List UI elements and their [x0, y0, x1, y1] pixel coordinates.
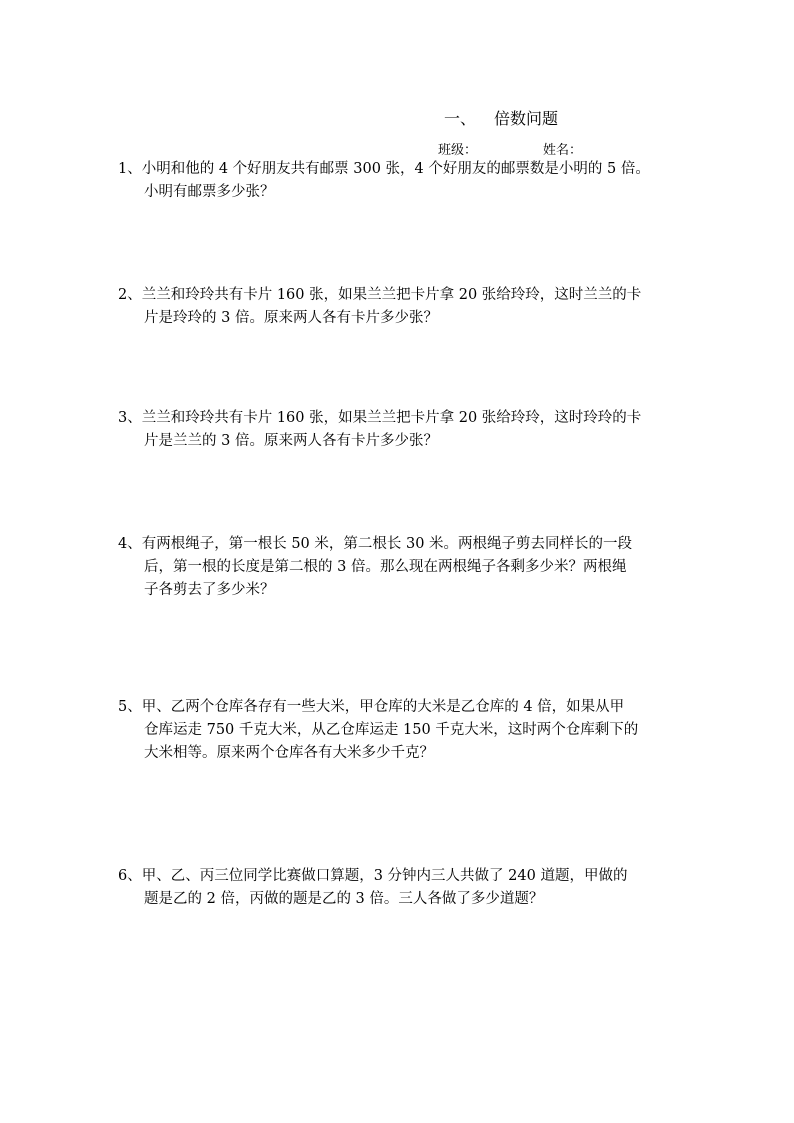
question-line: 片是兰兰的 3 倍。原来两人各有卡片多少张？	[144, 433, 438, 449]
student-info	[438, 139, 582, 158]
question-line: 1、小明和他的 4 个好朋友共有邮票 300 张，4 个好朋友的邮票数是小明的 5 倍。	[118, 161, 650, 177]
question-line: 5、甲、乙两个仓库各存有一些大米，甲仓库的大米是乙仓库的 4 倍，如果从甲	[118, 699, 625, 715]
question-3	[118, 407, 683, 453]
question-line: 大米相等。原来两个仓库各有大米多少千克？	[144, 745, 434, 761]
question-line: 6、甲、乙、丙三位同学比赛做口算题，3 分钟内三人共做了 240 道题，甲做的	[118, 868, 628, 884]
question-line: 子各剪去了多少米？	[144, 582, 275, 598]
question-6	[118, 865, 683, 911]
section-number: 一、	[444, 109, 477, 128]
question-line: 小明有邮票多少张？	[144, 184, 275, 200]
page-title	[444, 106, 558, 129]
title-text: 倍数问题	[494, 109, 559, 128]
question-line: 4、有两根绳子，第一根长 50 米，第二根长 30 米。两根绳子剪去同样长的一段	[118, 536, 633, 552]
question-line: 片是玲玲的 3 倍。原来两人各有卡片多少张？	[144, 310, 438, 326]
question-1	[118, 158, 683, 204]
question-line: 题是乙的 2 倍，丙做的题是乙的 3 倍。三人各做了多少道题？	[144, 891, 544, 907]
question-4	[118, 533, 683, 602]
question-line: 仓库运走 750 千克大米，从乙仓库运走 150 千克大米，这时两个仓库剩下的	[144, 722, 639, 738]
question-line: 3、兰兰和玲玲共有卡片 160 张，如果兰兰把卡片拿 20 张给玲玲，这时玲玲的卡	[118, 410, 642, 426]
question-line: 后，第一根的长度是第二根的 3 倍。那么现在两根绳子各剩多少米？两根绳	[144, 559, 627, 575]
question-5	[118, 696, 683, 765]
question-line: 2、兰兰和玲玲共有卡片 160 张，如果兰兰把卡片拿 20 张给玲玲，这时兰兰的卡	[118, 287, 642, 303]
class-label: 班级：	[438, 143, 478, 158]
question-2	[118, 284, 683, 330]
name-label: 姓名：	[543, 143, 583, 158]
